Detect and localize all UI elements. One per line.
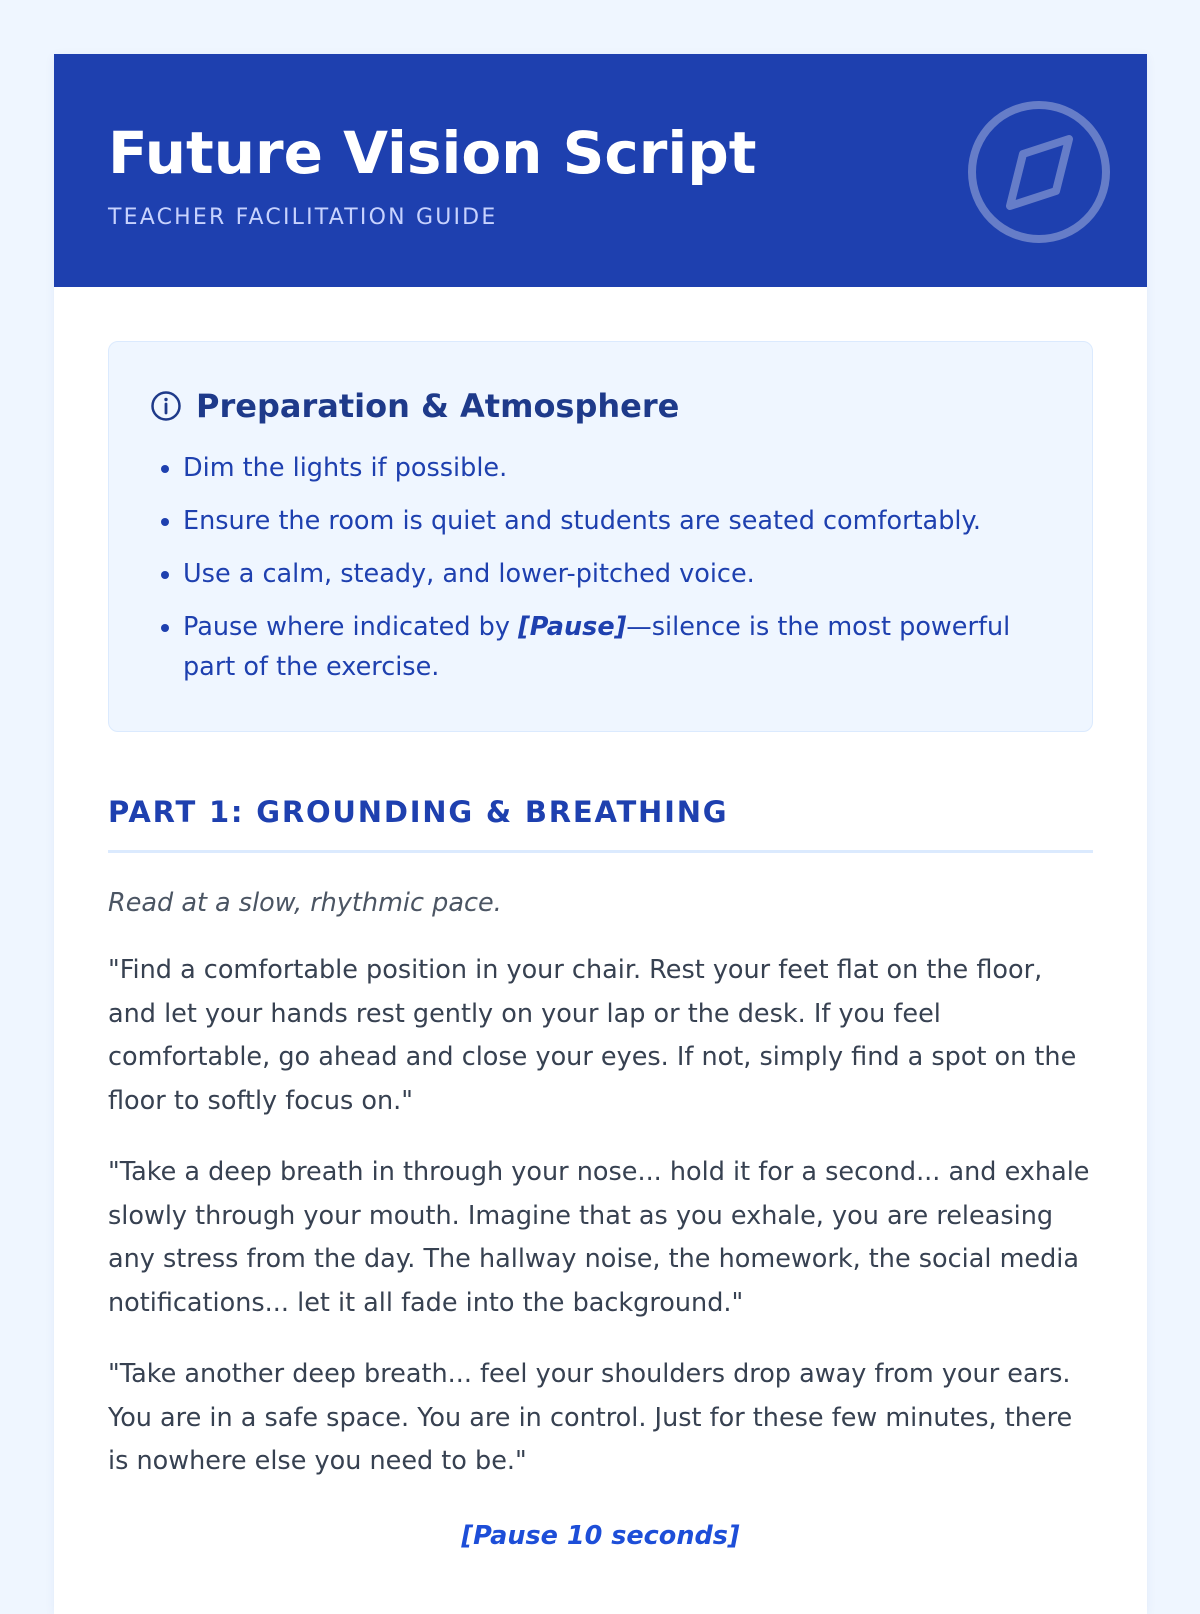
list-item: • Ensure the room is quiet and students are seated comfortably. xyxy=(183,501,1051,541)
pause-note-before: Pause where indicated by xyxy=(183,612,519,642)
list-item: • Use a calm, steady, and lower-pitched voice. xyxy=(183,554,1051,594)
info-icon xyxy=(150,390,182,422)
section-heading-part-1: PART 1: GROUNDING & BREATHING xyxy=(108,792,1093,853)
script-paragraph: "Take a deep breath in through your nose... hold it for a second... and exhale slowly through your mouth. Imagine that as you exhale, you are releasing any stress from the day. The hallway noise, the homework, the social media notifications... let it all fade into the background." xyxy=(108,1157,1090,1318)
preparation-list xyxy=(150,448,1051,687)
pause-cue: [Pause 10 seconds] xyxy=(461,1520,740,1551)
script-page xyxy=(54,54,1147,1614)
pause-tag: [Pause] xyxy=(518,612,627,642)
main-content xyxy=(54,287,1147,1554)
page-title: Future Vision Script xyxy=(108,119,757,187)
script-paragraph: "Take another deep breath... feel your shoulders drop away from your ears. You are in a safe space. You are in control. Just for these few minutes, there is nowhere else you need to be." xyxy=(108,1359,1073,1476)
preparation-title: Preparation & Atmosphere xyxy=(196,387,680,425)
preparation-heading xyxy=(150,386,1051,426)
script-paragraph: "Find a comfortable position in your chair. Rest your feet flat on the floor, and let your hands rest gently on your lap or the desk. If you feel comfortable, go ahead and close your eyes. If not, simply find a spot on the floor to softly focus on." xyxy=(108,955,1077,1116)
list-item-pause-note xyxy=(183,607,1051,687)
pause-note-after: —silence is the most powerful part of the exercise. xyxy=(183,612,1011,682)
page-subtitle: TEACHER FACILITATION GUIDE xyxy=(108,205,498,230)
compass-icon xyxy=(966,99,1112,245)
reading-instruction: Read at a slow, rhythmic pace. xyxy=(108,888,502,918)
header-banner xyxy=(54,54,1147,287)
list-item: • Dim the lights if possible. xyxy=(183,448,1051,488)
preparation-panel xyxy=(108,341,1093,732)
